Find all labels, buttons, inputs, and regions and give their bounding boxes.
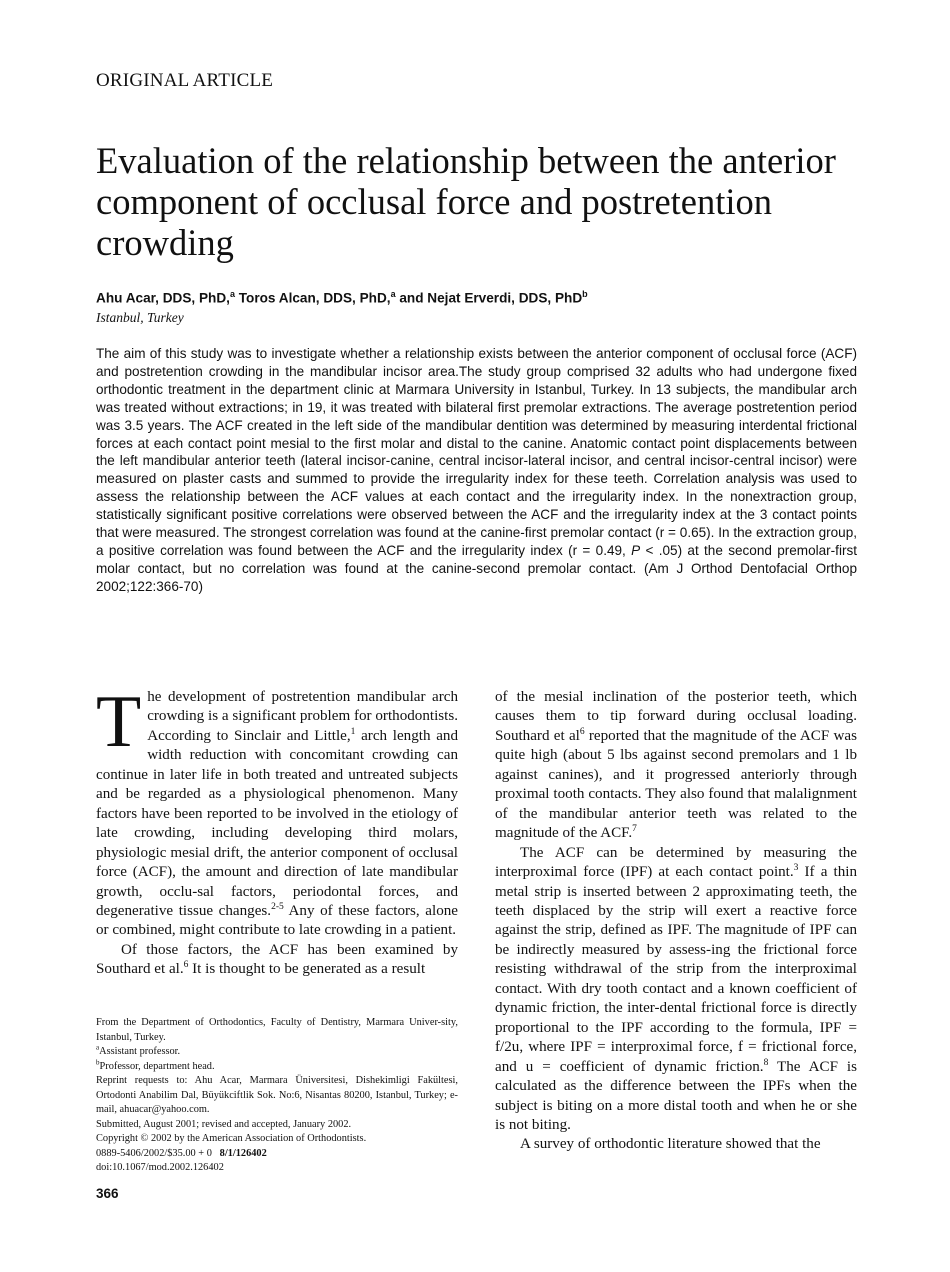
footnote-text: Assistant professor. xyxy=(99,1046,181,1057)
footnote-a xyxy=(96,1045,458,1060)
citation-ref: 3 xyxy=(793,863,799,874)
footnote-reprint: Reprint requests to: Ahu Acar, Marmara Üniversitesi, Dishekimligi Fakültesi, Ortodonti Anabilim Dal, Büyükciftlik Sok. No:6, Nisantas 80200, Istanbul, Turkey; e-mail, ahuacar@yahoo.com. xyxy=(96,1075,458,1115)
paragraph-text: The ACF can be determined by measuring the interproximal force (IPF) at each contact point. xyxy=(495,844,857,881)
body-paragraph: A survey of orthodontic literature showed that the xyxy=(520,1136,821,1153)
footnotes xyxy=(96,1016,458,1176)
paragraph-text: reported that the magnitude of the ACF was quite high (about 5 lbs against second premolars and 1 lb against canines), and it progressed anteriorly through proximal tooth contacts. They also found that malalignment of the mandibular anterior teeth was related to the magnitude of the ACF. xyxy=(495,727,857,842)
paragraph-text: It is thought to be generated as a result xyxy=(188,961,426,978)
citation-ref: 1 xyxy=(350,726,356,737)
p-value-symbol: P xyxy=(631,542,641,558)
footnote-issn xyxy=(96,1147,458,1162)
author-name: and Nejat Erverdi, DDS, PhD xyxy=(395,290,583,306)
issn-text: 0889-5406/2002/$35.00 + 0 xyxy=(96,1147,212,1159)
paragraph-text: Of those factors, the ACF has been examined by Southard et al. xyxy=(96,941,458,978)
abstract xyxy=(96,345,857,596)
citation-ref: 6 xyxy=(579,726,585,737)
section-label: ORIGINAL ARTICLE xyxy=(96,70,274,91)
citation-ref: 2-5 xyxy=(271,901,284,912)
citation-ref: 8 xyxy=(763,1057,769,1068)
affiliation-marker: a xyxy=(229,289,235,299)
issn-code: 8/1/126402 xyxy=(219,1147,267,1159)
footnote-department: From the Department of Orthodontics, Faculty of Dentistry, Marmara Univer-sity, Istanbul, Turkey. xyxy=(96,1017,458,1043)
abstract-text: The aim of this study was to investigate whether a relationship exists between the anterior component of occlusal force (ACF) and postretention crowding in the mandibular incisor area.The study group comprised 32 adults who had undergone fixed orthodontic treatment in the department clinic at Marmara University in Istanbul, Turkey. In 13 subjects, the mandibular arch was treated without extractions; in 19, it was treated with bilateral first premolar extractions. The average postretention period was 3.5 years. The ACF created in the left side of the mandibular dentition was determined by measuring interdental frictional forces at each contact point mesial to the first molar and distal to the canine. Anatomic contact point displacements between the left mandibular anterior teeth (lateral incisor-canine, central incisor-lateral incisor, and central incisor-central incisor) were measured on plaster casts and summed to provide the irregularity index for these teeth. Correlation analysis was used to assess the relationship between the ACF values at each contact and the irregularity index. In the nonextraction group, statistically significant positive correlations were observed between the ACF and the irregularity index at the 3 contact points that were measured. The strongest correlation was found at the canine-first premolar contact (r = 0.65). In the extraction group, a positive correlation was found between the ACF and the irregularity index (r = 0.49, xyxy=(96,346,857,558)
affiliation-marker: b xyxy=(582,289,588,299)
body-paragraph xyxy=(96,941,458,980)
page-number: 366 xyxy=(96,1186,119,1201)
author-list xyxy=(96,289,588,306)
footnote-copyright: Copyright © 2002 by the American Association of Orthodontists. xyxy=(96,1133,367,1144)
paragraph-text: of the mesial inclination of the posterior teeth, which causes them to tip forward during occlusal loading. Southard et al xyxy=(495,689,857,744)
drop-cap: T xyxy=(96,681,142,763)
footnote-marker: b xyxy=(96,1058,100,1067)
paragraph-text: If a thin metal strip is inserted between 2 approximating teeth, the teeth displaced by the strip will exert a reactive force against the strip, defined as IPF. The magnitude of IPF can be indirectly measured by assess-ing the frictional force resisting withdrawal of the strip from the interproximal contact. With dry tooth contact and a known coefficient of dynamic friction, the inter-dental frictional force is directly proportional to the IPF according to the formula, IPF = f/2u, where IPF = interproximal force, f = frictional force, and u = coefficient of dynamic friction. xyxy=(495,864,857,1075)
citation-ref: 6 xyxy=(183,960,189,971)
footnote-submitted: Submitted, August 2001; revised and accepted, January 2002. xyxy=(96,1118,352,1130)
citation-ref: 7 xyxy=(632,824,637,835)
abstract-text: < .05) at the second premolar-first molar contact, but no correlation was found at the canine-second premolar contact. (Am J Orthod Dentofacial Orthop 2002;122:366-70) xyxy=(96,542,858,594)
affiliation-marker: a xyxy=(390,289,396,299)
article-title: Evaluation of the relationship between the anterior component of occlusal force and postretention crowding xyxy=(96,140,836,263)
footnote-doi: doi:10.1067/mod.2002.126402 xyxy=(96,1162,224,1173)
author-name: Ahu Acar, DDS, PhD, xyxy=(96,290,230,306)
body-paragraph xyxy=(495,688,857,844)
footnote-text: Professor, department head. xyxy=(99,1060,215,1072)
paragraph-text: arch length and width reduction with concomitant crowding can continue in later life in both treated and untreated subjects and be regarded as a physiological phenomenon. Many factors have been reported to be involved in the etiology of late crowding, including developing third molars, physiologic mesial drift, the anterior component of occlusal force (ACF), the amount and direction of late mandibular growth, occlu-sal factors, periodontal forces, and degenerative tissue changes. xyxy=(96,727,458,919)
paragraph-text: he development of postretention mandibular arch crowding is a significant problem for orthodontists. According to Sinclair and Little, xyxy=(147,689,458,744)
footnote-b xyxy=(96,1060,458,1075)
footnote-marker: a xyxy=(96,1043,100,1052)
body-paragraph xyxy=(96,681,458,941)
author-affiliation: Istanbul, Turkey xyxy=(96,310,184,325)
body-paragraph xyxy=(495,844,857,1136)
author-name: Toros Alcan, DDS, PhD, xyxy=(234,290,391,306)
body-column-left xyxy=(96,681,458,980)
paragraph-text: The ACF is calculated as the difference between the IPFs when the subject is biting on a more distal tooth and when he or she is not biting. xyxy=(495,1058,857,1133)
body-column-right xyxy=(495,688,857,1155)
paragraph-text: Any of these factors, alone or combined, might contribute to late crowding in a patient. xyxy=(96,902,458,939)
